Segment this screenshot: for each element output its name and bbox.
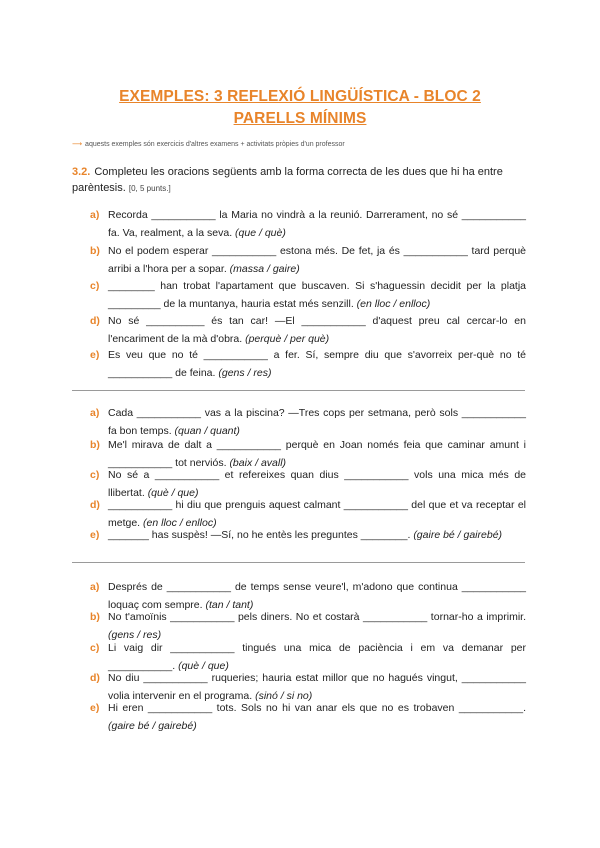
item-label: d) [90, 499, 100, 511]
item-label: c) [90, 642, 100, 654]
item-label: d) [90, 672, 100, 684]
item-options: (què / que) [178, 659, 229, 672]
item-options: (gens / res) [108, 628, 162, 641]
arrow-icon: ⟶ [72, 141, 83, 148]
item-text: Es veu que no té ___________ a fer. Sí, sempre diu que s'avorreix per-què no té ___________ de feina. [108, 349, 526, 379]
item-text: Recorda ___________ la Maria no vindrà a la reunió. Darrerament, no sé ___________ fa. Va, realment, a la seva. [108, 209, 526, 239]
item-options: (massa / gaire) [229, 262, 300, 275]
item-options: (sinó / si no) [255, 689, 313, 702]
exercise-item [108, 313, 526, 348]
item-text: Me'l mirava de dalt a ___________ perquè en Joan només feia que caminar amunt i ___________ tot nerviós. [108, 439, 526, 469]
item-text: No t'amoïnis ___________ pels diners. No et costarà ___________ tornar-ho a imprimir. [108, 611, 526, 623]
exercise-item [108, 278, 526, 313]
section-divider [72, 562, 525, 563]
item-text: No sé a ___________ et refereixes quan dius ___________ vols una mica més de llibertat. [108, 469, 526, 499]
exercise-item [108, 700, 526, 735]
item-text: Li vaig dir ___________ tingués una mica de paciència i em va demanar per ___________. [108, 642, 526, 672]
item-options: (gens / res) [218, 366, 272, 379]
source-note [72, 140, 345, 148]
item-label: e) [90, 529, 100, 541]
exercise-item [108, 405, 526, 440]
item-label: a) [90, 407, 100, 419]
page-title: EXEMPLES: 3 REFLEXIÓ LINGÜÍSTICA - BLOC 2 [119, 88, 481, 105]
item-options: (tan / tant) [205, 598, 254, 611]
exercise-item [108, 347, 526, 382]
points-label: [0, 5 punts.] [128, 184, 171, 193]
item-text: Cada ___________ vas a la piscina? —Tres cops per setmana, però sols ___________ fa bon temps. [108, 407, 526, 437]
item-label: a) [90, 581, 100, 593]
item-text: No el podem esperar ___________ estona més. De fet, ja és ___________ tard perquè arribi a l'hora per a sopar. [108, 245, 526, 275]
item-text: _______ has suspès! —Sí, no he entès les preguntes ________. [108, 529, 411, 541]
item-options: (que / què) [235, 226, 286, 239]
item-label: c) [90, 280, 100, 292]
section-divider [72, 390, 525, 391]
item-text: ___________ hi diu que prenguis aquest calmant ___________ del que et va receptar el metge. [108, 499, 526, 529]
item-label: b) [90, 245, 100, 257]
item-options: (quan / quant) [174, 424, 240, 437]
item-label: e) [90, 349, 100, 361]
instruction-text: Completeu les oracions següents amb la forma correcta de les dues que hi ha entre parèntesis. [72, 166, 503, 194]
exercise-item [108, 609, 526, 644]
item-label: a) [90, 209, 100, 221]
item-options: (en lloc / enlloc) [143, 516, 217, 529]
item-label: d) [90, 315, 100, 327]
item-text: No diu ___________ ruqueries; hauria estat millor que no hagués vingut, ___________ volia intervenir en el programa. [108, 672, 526, 702]
item-text: Després de ___________ de temps sense veure'l, m'adono que continua ___________ loquaç com sempre. [108, 581, 526, 611]
item-text: Hi eren ___________ tots. Sols no hi van anar els que no es trobaven ___________. [108, 702, 526, 714]
item-text: No sé __________ és tan car! —El ___________ d'aquest preu cal cercar-lo en l'encariment de la mà d'obra. [108, 315, 526, 345]
item-label: e) [90, 702, 100, 714]
item-label: b) [90, 611, 100, 623]
page-subtitle: PARELLS MÍNIMS [233, 110, 367, 127]
item-label: c) [90, 469, 100, 481]
exercise-number: 3.2. [72, 166, 91, 178]
exercise-item [108, 207, 526, 242]
exercise-item [108, 243, 526, 278]
source-note-text: aquests exemples són exercicis d'altres examens + activitats pròpies d'un professor [85, 141, 345, 148]
item-options: (gaire bé / gairebé) [108, 719, 197, 732]
item-options: (gaire bé / gairebé) [413, 529, 503, 541]
item-options: (baix / avall) [229, 456, 287, 469]
item-label: b) [90, 439, 100, 451]
exercise-item [108, 527, 526, 545]
item-options: (en lloc / enlloc) [356, 297, 431, 310]
item-text: ________ han trobat l'apartament que buscaven. Si s'haguessin decidit per la platja _________ de la muntanya, hauria estat més senzill. [108, 280, 526, 310]
item-options: (perquè / per què) [245, 332, 330, 345]
exercise-instruction [72, 164, 532, 197]
item-options: (què / que) [147, 486, 199, 499]
